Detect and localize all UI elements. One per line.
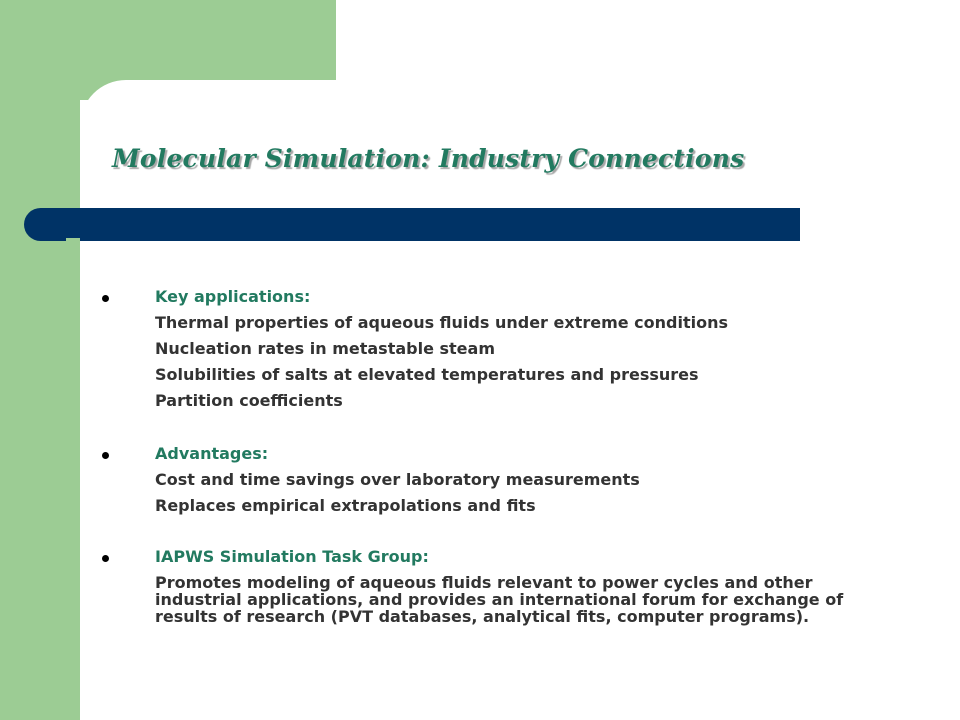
bullet-icon (102, 452, 109, 459)
list-item: Replaces empirical extrapolations and fits (155, 496, 536, 515)
title-divider-bar (24, 208, 800, 241)
section-heading: IAPWS Simulation Task Group: (155, 547, 429, 566)
left-accent-bar (0, 0, 80, 720)
list-item: Nucleation rates in metastable steam (155, 339, 495, 358)
list-item: Thermal properties of aqueous fluids under extreme conditions (155, 313, 728, 332)
section-heading: Key applications: (155, 287, 311, 306)
paragraph: Promotes modeling of aqueous fluids relevant to power cycles and other industrial applications, and provides an international forum for exchange of results of research (PVT databases, analytical fits, computer programs). (155, 573, 844, 626)
list-item: Solubilities of salts at elevated temperatures and pressures (155, 365, 699, 384)
section-heading: Advantages: (155, 444, 269, 463)
bullet-icon (102, 295, 109, 302)
list-item: Partition coefficients (155, 391, 343, 410)
slide-title: Molecular Simulation: Industry Connections (112, 144, 745, 173)
list-item: Cost and time savings over laboratory measurements (155, 470, 640, 489)
bullet-icon (102, 555, 109, 562)
divider-notch (66, 238, 80, 241)
